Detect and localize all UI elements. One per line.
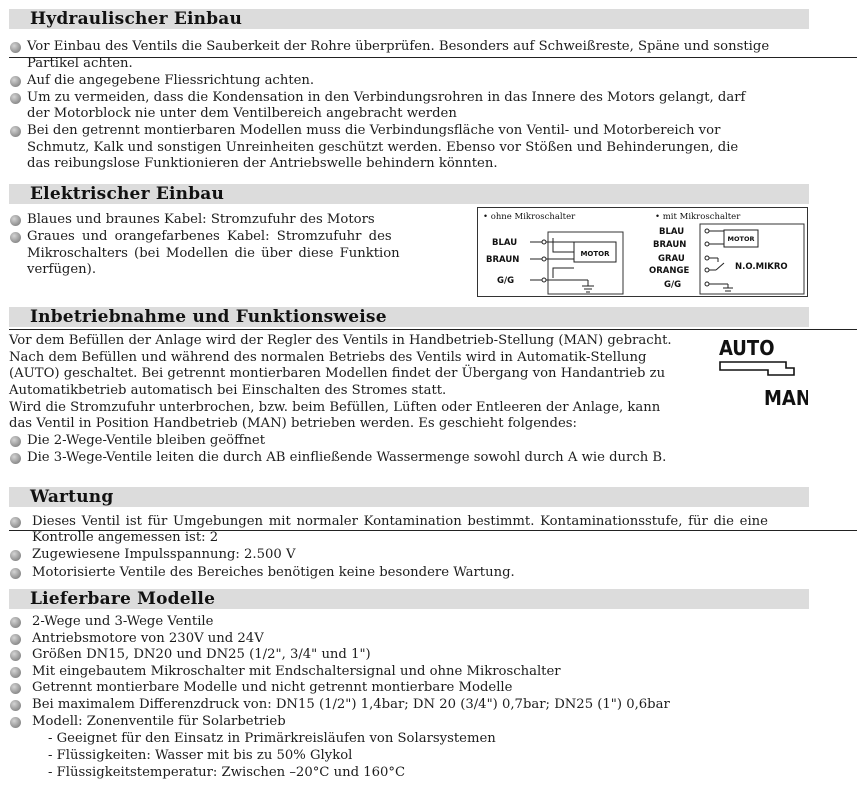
section-heading-hydraulic: Hydraulischer Einbau xyxy=(9,9,809,29)
bullet-icon xyxy=(10,717,21,728)
divider xyxy=(9,329,857,330)
bullet-icon xyxy=(10,568,21,579)
models-line: Größen DN15, DN20 und DN25 (1/2", 3/4" und 1") xyxy=(32,647,371,662)
diagram-label-blau-r: BLAU xyxy=(659,227,685,237)
hydraulic-line: das reibungslose Funktionieren der Antriebswelle behindern könnten. xyxy=(27,156,498,171)
symbol-man-label: MAN xyxy=(764,386,808,410)
section-heading-electrical: Elektrischer Einbau xyxy=(9,184,809,204)
models-line: - Flüssigkeiten: Wasser mit bis zu 50% Glykol xyxy=(48,748,353,763)
commissioning-line: das Ventil in Position Handbetrieb (MAN) betrieben werden. Es geschieht folgendes: xyxy=(9,416,578,431)
electrical-line: Mikroschalters (bei Modellen die über diese Funktion xyxy=(27,246,400,261)
section-heading-maintenance: Wartung xyxy=(9,487,809,507)
bullet-icon xyxy=(10,436,21,447)
hydraulic-line: Bei den getrennt montierbaren Modellen muss die Verbindungsfläche von Ventil- und Motorbereich vor xyxy=(27,123,721,138)
diagram-label-grau-r: GRAU xyxy=(658,254,685,264)
bullet-icon xyxy=(10,683,21,694)
bullet-icon xyxy=(10,215,21,226)
models-line: 2-Wege und 3-Wege Ventile xyxy=(32,614,214,629)
bullet-icon xyxy=(10,76,21,87)
bullet-icon xyxy=(10,453,21,464)
electrical-line: Blaues und braunes Kabel: Stromzufuhr des Motors xyxy=(27,212,375,227)
models-line: Mit eingebautem Mikroschalter mit Endschaltersignal und ohne Mikroschalter xyxy=(32,664,561,679)
maintenance-line: Zugewiesene Impulsspannung: 2.500 V xyxy=(32,547,296,562)
hydraulic-line: Auf die angegebene Fliessrichtung achten. xyxy=(27,73,315,88)
bullet-icon xyxy=(10,700,21,711)
bullet-icon xyxy=(10,42,21,53)
diagram-right-title: • mit Mikroschalter xyxy=(655,212,741,222)
electrical-line: Graues und orangefarbenes Kabel: Stromzufuhr des xyxy=(27,229,392,244)
maintenance-line: Motorisierte Ventile des Bereiches benötigen keine besondere Wartung. xyxy=(32,565,515,580)
diagram-motor-right: MOTOR xyxy=(727,235,755,243)
diagram-motor-left: MOTOR xyxy=(580,250,610,258)
hydraulic-line: Vor Einbau des Ventils die Sauberkeit der Rohre überprüfen. Besonders auf Schweißreste, Späne und sonstige xyxy=(27,39,770,54)
hydraulic-line: der Motorblock nie unter dem Ventilbereich angebracht werden xyxy=(27,106,457,121)
diagram-label-braun: BRAUN xyxy=(486,255,520,265)
section-heading-models: Lieferbare Modelle xyxy=(9,589,809,609)
diagram-label-gg: G/G xyxy=(497,276,515,286)
diagram-label-gg-r: G/G xyxy=(664,280,682,290)
commissioning-line: (AUTO) geschaltet. Bei getrennt montierbaren Modellen findet der Übergang von Handantrieb zu xyxy=(9,366,666,381)
divider xyxy=(9,57,857,58)
electrical-line: verfügen). xyxy=(27,262,97,277)
hydraulic-line: Schmutz, Kalk und sonstigen Unreinheiten geschützt werden. Ebenso vor Stößen und Behinderungen, die xyxy=(27,140,739,155)
models-line: - Flüssigkeitstemperatur: Zwischen –20°C und 160°C xyxy=(48,765,406,780)
bullet-icon xyxy=(10,517,21,528)
diagram-label-braun-r: BRAUN xyxy=(653,240,687,250)
commissioning-line: Vor dem Befüllen der Anlage wird der Regler des Ventils in Handbetrieb-Stellung (MAN) gebracht. xyxy=(9,333,672,348)
diagram-left-title: • ohne Mikroschalter xyxy=(483,212,576,222)
maintenance-line: Dieses Ventil ist für Umgebungen mit normaler Kontamination bestimmt. Kontaminationsstufe, für die eine xyxy=(32,514,768,529)
bullet-icon xyxy=(10,617,21,628)
diagram-label-orange-r: ORANGE xyxy=(649,266,690,276)
section-heading-commissioning: Inbetriebnahme und Funktionsweise xyxy=(9,307,809,327)
models-line: Getrennt montierbare Modelle und nicht getrennt montierbare Modelle xyxy=(32,680,513,695)
bullet-icon xyxy=(10,550,21,561)
commissioning-line: Die 3-Wege-Ventile leiten die durch AB einfließende Wassermenge sowohl durch A wie durch B. xyxy=(27,450,667,465)
commissioning-line: Die 2-Wege-Ventile bleiben geöffnet xyxy=(27,433,266,448)
diagram-label-blau: BLAU xyxy=(492,238,518,248)
wiring-diagram xyxy=(477,207,808,297)
diagram-switch-label: N.O.MIKRO xyxy=(735,262,788,272)
commissioning-line: Nach dem Befüllen und während des normalen Betriebs des Ventils wird in Automatik-Stellung xyxy=(9,350,647,365)
models-line: Modell: Zonenventile für Solarbetrieb xyxy=(32,714,286,729)
bullet-icon xyxy=(10,667,21,678)
commissioning-line: Wird die Stromzufuhr unterbrochen, bzw. beim Befüllen, Lüften oder Entleeren der Anlage, kann xyxy=(9,400,661,415)
bullet-icon xyxy=(10,650,21,661)
models-line: - Geeignet für den Einsatz in Primärkreisläufen von Solarsystemen xyxy=(48,731,496,746)
bullet-icon xyxy=(10,232,21,243)
maintenance-line: Kontrolle angemessen ist: 2 xyxy=(32,530,219,545)
models-line: Antriebsmotore von 230V und 24V xyxy=(32,631,264,646)
symbol-auto-label: AUTO xyxy=(719,336,775,360)
commissioning-line: Automatikbetrieb automatisch bei Einschalten des Stromes statt. xyxy=(9,383,447,398)
hydraulic-line: Partikel achten. xyxy=(27,56,133,71)
models-line: Bei maximalem Differenzdruck von: DN15 (1/2") 1,4bar; DN 20 (3/4") 0,7bar; DN25 (1") 0,6bar xyxy=(32,697,670,712)
hydraulic-line: Um zu vermeiden, dass die Kondensation in den Verbindungsrohren in das Innere des Motors gelangt, darf xyxy=(27,90,746,105)
auto-man-symbol xyxy=(716,335,808,410)
bullet-icon xyxy=(10,634,21,645)
bullet-icon xyxy=(10,126,21,137)
bullet-icon xyxy=(10,93,21,104)
